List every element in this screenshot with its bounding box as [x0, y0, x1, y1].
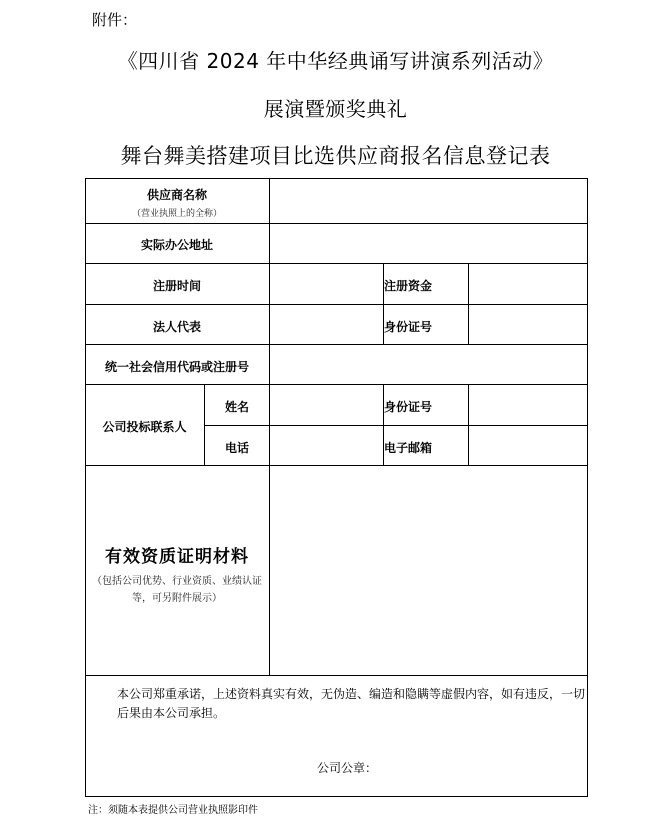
title-line-2: 展演暨颁奖典礼 [263, 97, 408, 121]
footnote: 注：须随本表提供公司营业执照影印件 [88, 805, 258, 816]
table-border-right [587, 178, 588, 797]
title-line-1: 《四川省 2024 年中华经典诵写讲演系列活动》 [117, 49, 554, 73]
id-number-field[interactable] [469, 305, 587, 344]
attachment-label: 附件： [92, 11, 138, 29]
company-seal-area[interactable] [385, 750, 545, 780]
qualification-note-line-2: 等，可另附件展示） [132, 593, 222, 604]
registered-capital-label: 注册资金 [384, 279, 433, 293]
id-number-label: 身份证号 [384, 320, 433, 334]
contact-name-field[interactable] [270, 385, 383, 425]
registration-time-field[interactable] [270, 264, 383, 304]
contact-phone-label: 电话 [224, 441, 249, 455]
contact-name-label: 姓名 [224, 400, 249, 414]
qualification-title: 有效资质证明材料 [105, 547, 249, 567]
office-address-field[interactable] [270, 224, 587, 263]
contact-id-number-field[interactable] [469, 385, 587, 425]
registration-form-table [85, 178, 588, 797]
registered-capital-field[interactable] [469, 264, 587, 304]
legal-representative-label: 法人代表 [152, 320, 201, 334]
qualification-materials-field[interactable] [270, 466, 587, 675]
company-seal-label: 公司公章： [317, 761, 378, 775]
contact-email-field[interactable] [469, 426, 587, 465]
contact-id-number-label: 身份证号 [384, 400, 433, 414]
credit-code-label: 统一社会信用代码或注册号 [104, 360, 249, 374]
table-border-bottom [85, 796, 588, 797]
qualification-note-line-1: （包括公司优势、行业资质、业绩认证 [92, 576, 262, 587]
supplier-name-note: （营业执照上的全称） [131, 209, 222, 219]
row-divider [85, 675, 588, 676]
contact-email-label: 电子邮箱 [384, 441, 433, 455]
title-line-3: 舞台舞美搭建项目比选供应商报名信息登记表 [120, 144, 551, 168]
pledge-line-2: 后果由本公司承担。 [117, 706, 226, 720]
credit-code-field[interactable] [270, 345, 587, 384]
supplier-name-label: 供应商名称 [146, 188, 207, 202]
table-border-left [85, 178, 86, 797]
registration-time-label: 注册时间 [152, 279, 201, 293]
legal-representative-field[interactable] [270, 305, 383, 344]
pledge-line-1: 本公司郑重承诺，上述资料真实有效，无伪造、编造和隐瞒等虚假内容，如有违反，一切 [117, 687, 586, 701]
supplier-name-field[interactable] [270, 179, 587, 223]
contact-phone-field[interactable] [270, 426, 383, 465]
bid-contact-label: 公司投标联系人 [102, 420, 187, 434]
office-address-label: 实际办公地址 [140, 238, 213, 252]
